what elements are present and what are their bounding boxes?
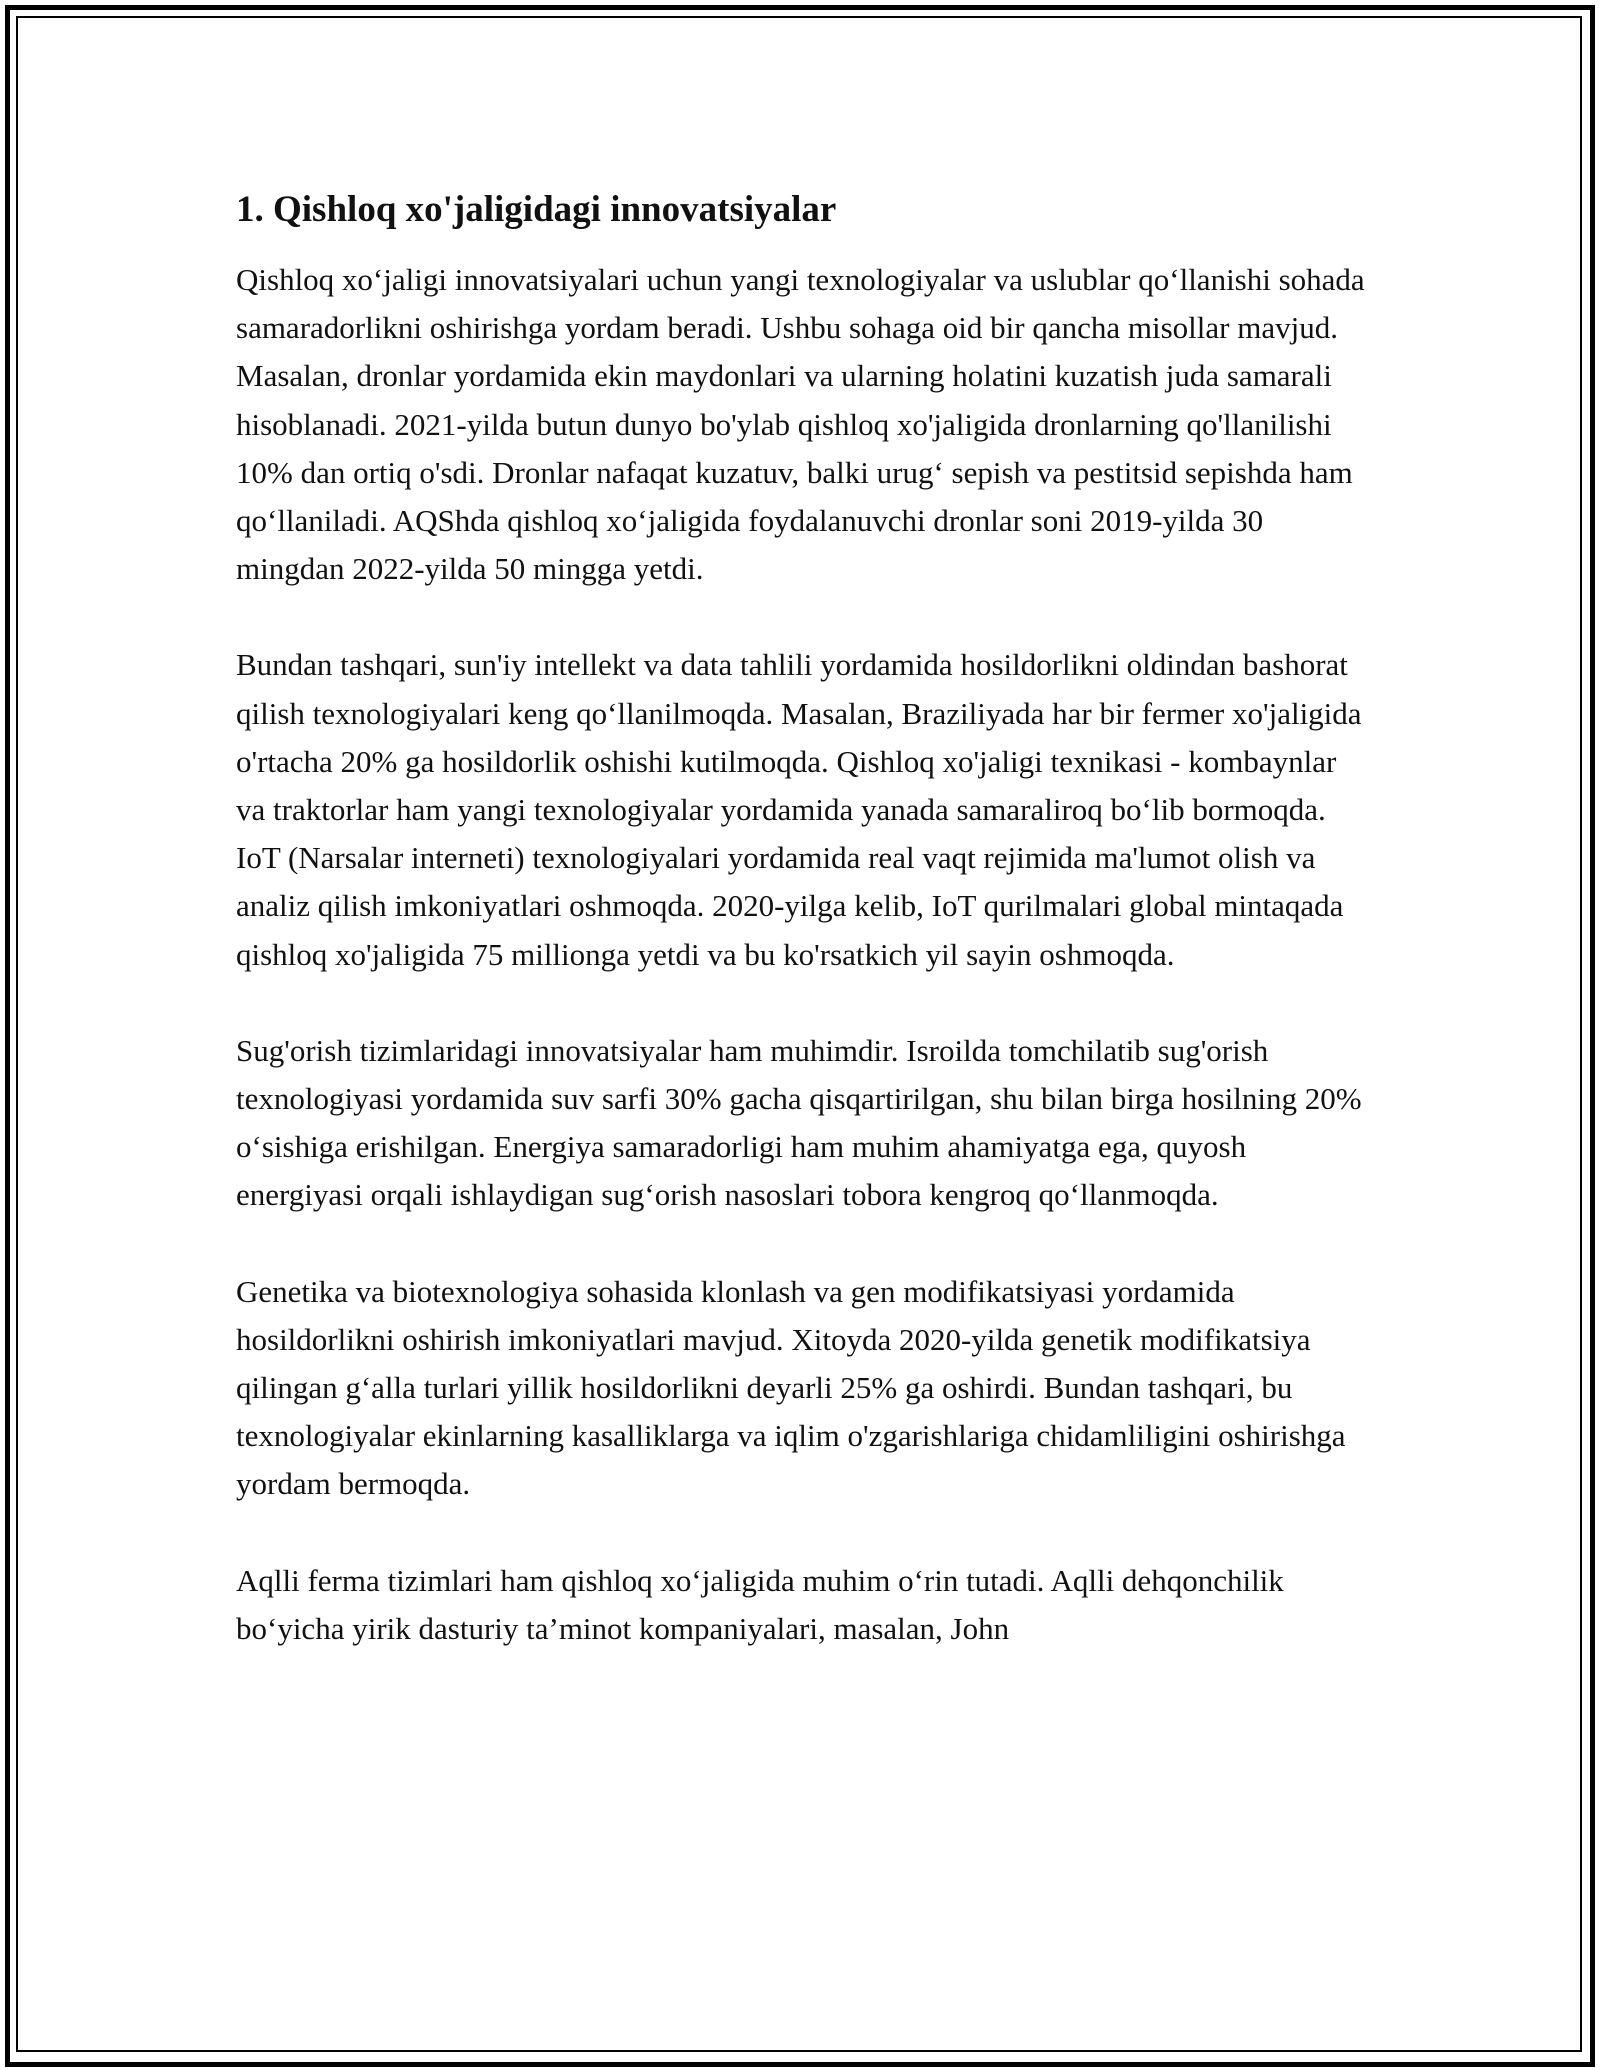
paragraph-genetics: Genetika va biotexnologiya sohasida klonlash va gen modifikatsiyasi yordamida hosildorlikni oshirish imkoniyatlari mavjud. Xitoyda 2020-yilda genetik modifikatsiya qilingan g‘alla turlari yillik hosildorlikni deyarli 25% ga oshirdi. Bundan tashqari, bu texnologiyalar ekinlarning kasalliklarga va iqlim o'zgarishlariga chidamliligini oshirishga yordam bermoqda.: [236, 1273, 1346, 1502]
paragraph-smart-farm: Aqlli ferma tizimlari ham qishloq xo‘jaligida muhim o‘rin tutadi. Aqlli dehqonchilik bo‘yicha yirik dasturiy ta’minot kompaniyalari, masalan, John: [236, 1562, 1284, 1646]
paragraph-ai-iot: Bundan tashqari, sun'iy intellekt va data tahlili yordamida hosildorlikni oldindan bashorat qilish texnologiyalari keng qo‘llanilmoqda. Masalan, Braziliyada har bir fermer xo'jaligida o'rtacha 20% ga hosildorlik oshishi kutilmoqda. Qishloq xo'jaligi texnikasi - kombaynlar va traktorlar ham yangi texnologiyalar yordamida yanada samaraliroq bo‘lib bormoqda. IoT (Narsalar interneti) texnologiyalari yordamida real vaqt rejimida ma'lumot olish va analiz qilish imkoniyatlari oshmoqda. 2020-yilga kelib, IoT qurilmalari global mintaqada qishloq xo'jaligida 75 millionga yetdi va bu ko'rsatkich yil sayin oshmoqda.: [236, 647, 1362, 972]
section-heading: 1. Qishloq xo'jaligidagi innovatsiyalar: [236, 189, 837, 230]
paragraph-irrigation: Sug'orish tizimlaridagi innovatsiyalar ham muhimdir. Isroilda tomchilatib sug'orish texnologiyasi yordamida suv sarfi 30% gacha qisqartirilgan, shu bilan birga hosilning 20% o‘sishiga erishilgan. Energiya samaradorligi ham muhim ahamiyatga ega, quyosh energiyasi orqali ishlaydigan sug‘orish nasoslari tobora kengroq qo‘llanmoqda.: [236, 1032, 1362, 1213]
document-body: [236, 186, 1366, 1701]
paragraph-drones: Qishloq xo‘jaligi innovatsiyalari uchun yangi texnologiyalar va uslublar qo‘llanishi sohada samaradorlikni oshirishga yordam beradi. Ushbu sohaga oid bir qancha misollar mavjud. Masalan, dronlar yordamida ekin maydonlari va ularning holatini kuzatish juda samarali hisoblanadi. 2021-yilda butun dunyo bo'ylab qishloq xo'jaligida dronlarning qo'llanilishi 10% dan ortiq o'sdi. Dronlar nafaqat kuzatuv, balki urug‘ sepish va pestitsid sepishda ham qo‘llaniladi. AQShda qishloq xo‘jaligida foydalanuvchi dronlar soni 2019-yilda 30 mingdan 2022-yilda 50 mingga yetdi.: [236, 262, 1365, 587]
